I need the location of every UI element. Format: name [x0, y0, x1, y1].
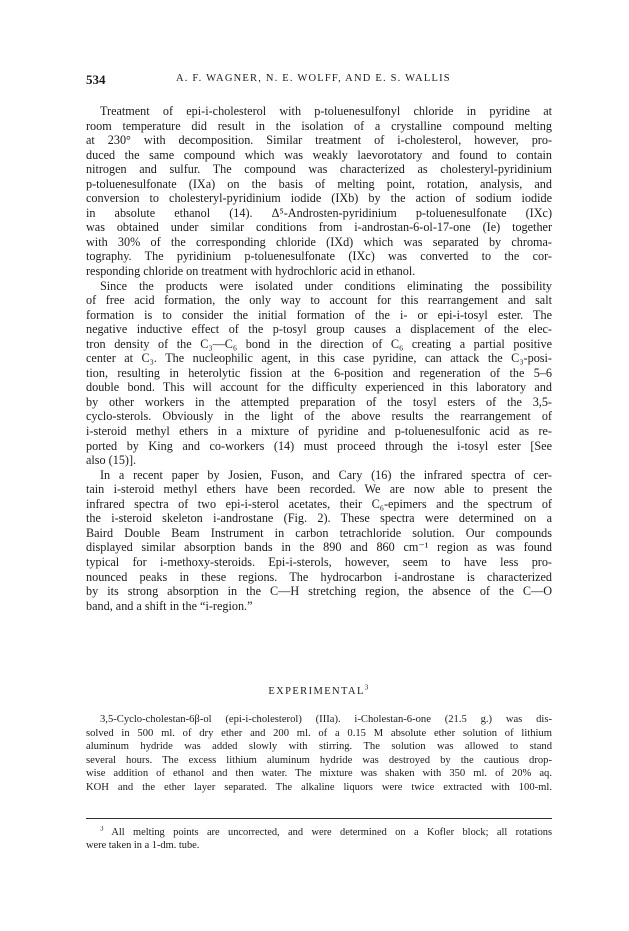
paragraph-2 — [86, 279, 552, 468]
text-line: the i-steroid skeleton i-androstane (Fig. 2). These spectra were determined on a — [86, 511, 552, 526]
text-line: 3,5-Cyclo-cholestan-6β-ol (epi-i-cholesterol) (IIIa). i-Cholestan-6-one (21.5 g.) was dis- — [100, 714, 552, 725]
text-line: typical for i-methoxy-steroids. Epi-i-sterols, however, seem to have less pro- — [86, 554, 552, 569]
text-line: formation is to consider the initial formation of the i- or epi-i-tosyl ester. The — [86, 307, 552, 322]
text-line: In a recent paper by Josien, Fuson, and Cary (16) the infrared spectra of cer- — [100, 467, 552, 482]
text-line: cyclo-sterols. Obviously in the light of the above results the rearrangement of — [86, 409, 552, 424]
text-line: Treatment of epi-i-cholesterol with p-toluenesulfonyl chloride in pyridine at — [100, 104, 552, 118]
text-line: tron density of the C₃—C₆ bond in the direction of C₆ creating a partial positive — [86, 336, 552, 351]
footnote-divider — [86, 818, 552, 819]
page-header — [86, 72, 551, 88]
text-line: tain i-steroid methyl ethers have been recorded. We are now able to present the — [86, 482, 552, 497]
text-line: solved in 500 ml. of dry ether and 200 ml. of a 0.15 M absolute ether solution of lithium — [86, 727, 552, 739]
footnote-text: All melting points are uncorrected, and were determined on a Kofler block; all rotations — [111, 827, 552, 838]
text-line: tography. The pyridinium p-toluenesulfonate (IXc) was converted to the cor- — [86, 249, 552, 264]
text-line: ported by King and co-workers (14) must proceed through the i-tosyl ester [See — [86, 438, 552, 453]
text-line: several hours. The excess lithium aluminum hydride was destroyed by the cautious drop- — [86, 754, 552, 766]
text-line: Since the products were isolated under conditions eliminating the possibility — [100, 278, 552, 293]
text-line: room temperature did result in the isolation of a crystalline compound melting — [86, 118, 552, 133]
text-line: negative inductive effect of the p-tosyl group causes a displacement of the elec- — [86, 322, 552, 337]
text-line: center at C₃. The nucleophilic agent, in this case pyridine, can attack the C₃-posi- — [86, 351, 552, 366]
text-line: nounced peaks in these regions. The hydrocarbon i-androstane is characterized — [86, 569, 552, 584]
text-line: Baird Double Beam Instrument in carbon tetrachloride solution. Our compounds — [86, 525, 552, 540]
text-line: aluminum hydride was added slowly with stirring. The solution was allowed to stand — [86, 741, 552, 753]
footnote — [86, 826, 552, 852]
text-line: in absolute ethanol (14). Δ⁵-Androsten-pyridinium p-toluenesulfonate (IXc) — [86, 205, 552, 220]
running-head-authors: A. F. WAGNER, N. E. WOLFF, AND E. S. WALLIS — [176, 73, 451, 84]
footnote-mark: 3 — [100, 826, 104, 833]
text-line: KOH and the ether layer separated. The alkaline liquors were twice extracted with 100-ml. — [86, 781, 552, 793]
section-heading-text: EXPERIMENTAL — [268, 686, 365, 697]
text-line: tion, resulting in heterolytic fission at the 6-position and regeneration of the 5–6 — [86, 365, 552, 380]
text-line: with 30% of the corresponding chloride (IXd) which was separated by chroma- — [86, 234, 552, 249]
text-line: responding chloride on treatment with hydrochloric acid in ethanol. — [86, 264, 416, 279]
text-line: p-toluenesulfonate (IXa) on the basis of melting point, rotation, analysis, and — [86, 176, 552, 191]
text-line: nitrogen and sulfur. The compound was characterized as cholesteryl-pyridinium — [86, 162, 552, 177]
paragraph-3 — [86, 468, 552, 613]
text-line: infrared spectra of two epi-i-sterol acetates, their C₆-epimers and the spectrum of — [86, 496, 552, 511]
text-line: duced the same compound which was weakly laevorotatory and found to contain — [86, 147, 552, 162]
text-line: by its strong absorption in the C—H stretching region, the absence of the C—O — [86, 584, 552, 599]
paragraph-1 — [86, 104, 552, 279]
experimental-procedure — [86, 713, 552, 795]
footnote-reference: 3 — [364, 683, 370, 692]
text-line: displayed similar absorption bands in the 890 and 860 cm⁻¹ region as was found — [86, 540, 552, 555]
text-line: by other workers in the attempted preparation of the tosyl esters of the 3,5- — [86, 394, 552, 409]
text-line: double bond. This will account for the difficulty experienced in this laboratory and — [86, 380, 552, 395]
section-heading-experimental — [86, 683, 552, 697]
body-text — [86, 104, 552, 613]
text-line: of free acid formation, the only way to account for this rearrangement and salt — [86, 293, 552, 308]
text-line: was obtained under similar conditions from i-androstan-6-ol-17-one (Ie) together — [86, 220, 552, 235]
text-line: band, and a shift in the “i-region.” — [86, 598, 253, 613]
text-line: also (15)]. — [86, 453, 137, 468]
text-line: conversion to cholesteryl-pyridinium iodide (IXb) by the action of sodium iodide — [86, 191, 552, 206]
text-line: i-steroid methyl ethers in a mixture of pyridine and p-toluenesulfonic acid as re- — [86, 424, 552, 439]
footnote-line: were taken in a 1-dm. tube. — [86, 840, 200, 852]
footnote-line — [86, 826, 552, 839]
page-number: 534 — [86, 72, 106, 87]
text-line: at 230° with decomposition. Similar treatment of i-cholesterol, however, pro- — [86, 133, 552, 148]
text-line: wise addition of ethanol and then water. The mixture was shaken with 350 ml. of 20% aq. — [86, 768, 552, 780]
